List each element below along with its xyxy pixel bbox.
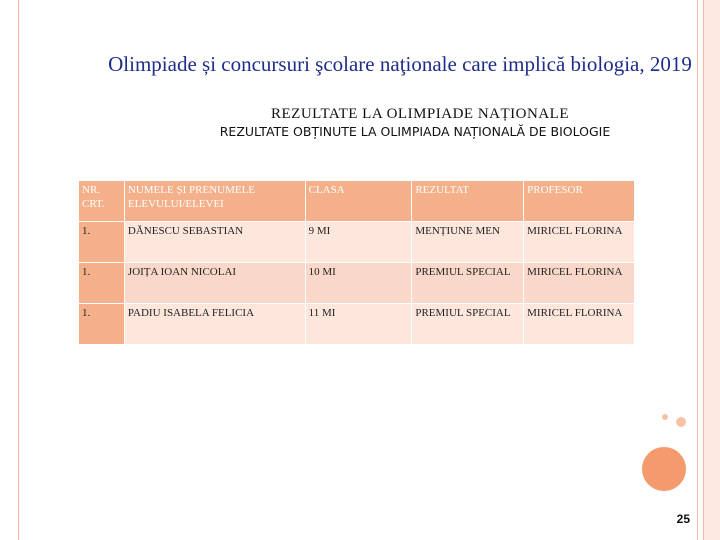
header-cell-nr: NR. CRT. bbox=[79, 181, 125, 222]
page-number: 25 bbox=[676, 512, 690, 526]
cell-class: 9 MI bbox=[305, 222, 412, 263]
cell-name: JOIȚA IOAN NICOLAI bbox=[124, 263, 305, 304]
table-header-row bbox=[79, 181, 635, 222]
cell-result: PREMIUL SPECIAL bbox=[412, 304, 524, 345]
section-subheading: REZULTATE OBȚINUTE LA OLIMPIADA NAȚIONALĂ DE BIOLOGIE bbox=[219, 124, 611, 139]
decorative-dot-tiny bbox=[662, 414, 668, 420]
table-row bbox=[79, 263, 635, 304]
header-cell-teacher: PROFESOR bbox=[524, 181, 635, 222]
cell-result: MENȚIUNE MEN bbox=[412, 222, 524, 263]
cell-name: DĂNESCU SEBASTIAN bbox=[124, 222, 305, 263]
slide-title: Olimpiade și concursuri şcolare naţionale care implică biologia, 2019 bbox=[108, 52, 692, 76]
left-border-line bbox=[18, 0, 19, 540]
right-border-line-inner bbox=[703, 0, 704, 540]
table-row bbox=[79, 304, 635, 345]
cell-class: 10 MI bbox=[305, 263, 412, 304]
header-cell-result: REZULTAT bbox=[412, 181, 524, 222]
right-border-line bbox=[697, 0, 698, 540]
cell-name: PADIU ISABELA FELICIA bbox=[124, 304, 305, 345]
header-cell-class: CLASA bbox=[305, 181, 412, 222]
decorative-circle bbox=[642, 447, 686, 491]
cell-nr: 1. bbox=[79, 222, 125, 263]
results-table bbox=[78, 180, 635, 345]
table-row bbox=[79, 222, 635, 263]
cell-teacher: MIRICEL FLORINA bbox=[524, 304, 635, 345]
cell-nr: 1. bbox=[79, 304, 125, 345]
cell-class: 11 MI bbox=[305, 304, 412, 345]
cell-teacher: MIRICEL FLORINA bbox=[524, 222, 635, 263]
cell-result: PREMIUL SPECIAL bbox=[412, 263, 524, 304]
section-heading: REZULTATE LA OLIMPIADE NAȚIONALE bbox=[271, 106, 569, 122]
cell-nr: 1. bbox=[79, 263, 125, 304]
cell-teacher: MIRICEL FLORINA bbox=[524, 263, 635, 304]
decorative-dot-small bbox=[676, 417, 686, 427]
decorative-side-band bbox=[704, 0, 720, 540]
header-cell-name: NUMELE ȘI PRENUMELE ELEVULUI/ELEVEI bbox=[124, 181, 305, 222]
